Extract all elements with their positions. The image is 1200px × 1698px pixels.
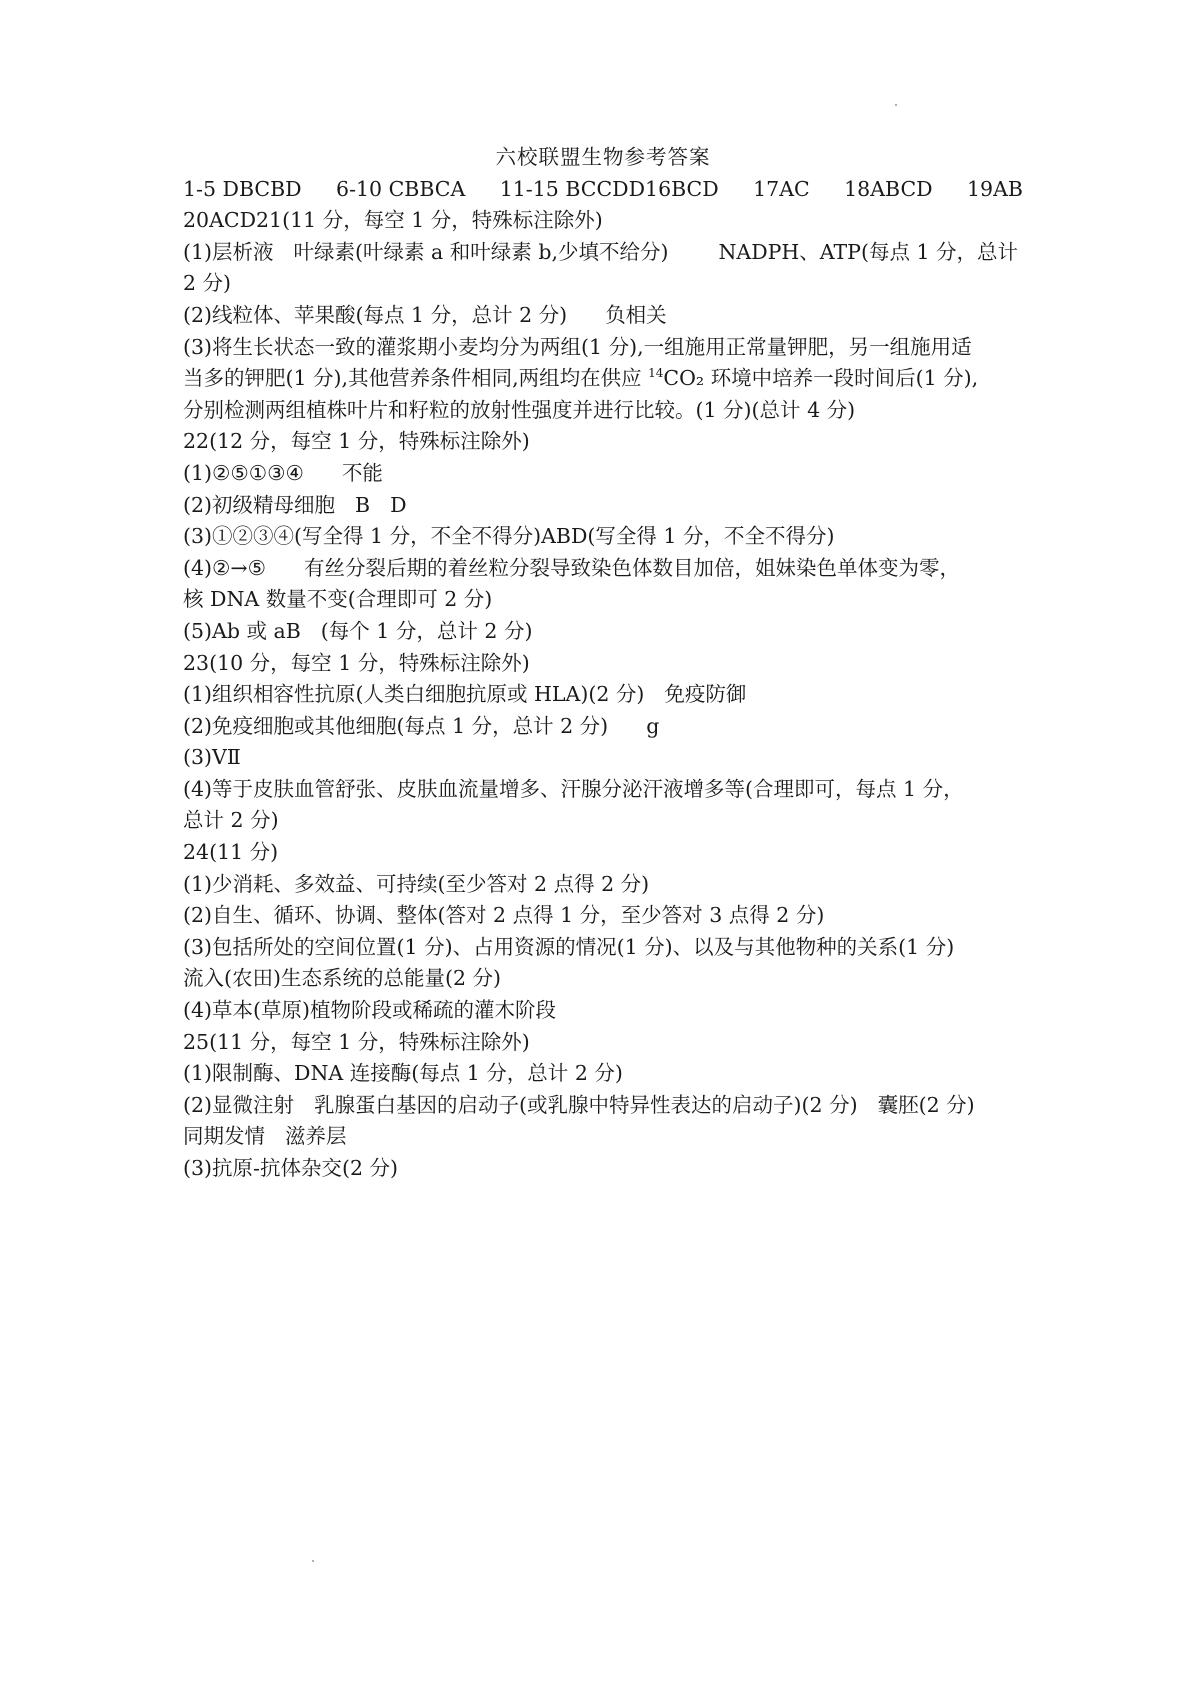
question-24-header: 24(11 分) xyxy=(183,840,279,865)
scan-speck-top xyxy=(895,104,897,106)
answer-23-2 xyxy=(183,711,1023,743)
answer-24-1: (1)少消耗、多效益、可持续(至少答对 2 点得 2 分) xyxy=(183,871,650,896)
answer-25-1: (1)限制酶、DNA 连接酶(每点 1 分，总计 2 分) xyxy=(183,1061,623,1086)
mc-answer-6-10: 6-10 CBBCA xyxy=(336,176,466,201)
answer-22-1-part-b: 不能 xyxy=(341,460,383,485)
answer-22-5 xyxy=(183,616,1023,648)
answer-25-3: (3)抗原-抗体杂交(2 分) xyxy=(183,1156,399,1180)
answer-25-2-part-c: 囊胚(2 分) xyxy=(877,1092,975,1117)
answer-25-2-part-a: (2)显微注射 xyxy=(183,1092,295,1117)
answer-23-3: (3)VⅡ xyxy=(183,745,241,770)
answer-21-1-part-c: NADPH、ATP(每点 1 分，总计 xyxy=(718,239,1019,264)
question-25-header: 25(11 分，每空 1 分，特殊标注除外) xyxy=(183,1029,530,1054)
answer-23-2-part-b: g xyxy=(646,713,660,738)
isotope-superscript: 14 xyxy=(648,366,664,381)
answer-22-2-part-c: D xyxy=(390,492,407,517)
answer-22-5-part-a: (5)Ab 或 aB xyxy=(183,618,301,643)
mc-answer-17: 17AC xyxy=(753,176,810,201)
answer-24-4: (4)草本(草原)植物阶段或稀疏的灌木阶段 xyxy=(183,998,557,1023)
answer-25-2-part-e: 滋养层 xyxy=(285,1124,347,1149)
answer-21-2-part-b: 负相关 xyxy=(605,302,667,327)
answer-22-5-part-b: (每个 1 分，总计 2 分) xyxy=(320,618,533,643)
mc-answer-18: 18ABCD xyxy=(844,176,933,201)
mc-answer-1-5: 1-5 DBCBD xyxy=(183,176,302,201)
answer-22-1 xyxy=(183,458,1023,490)
question-22-header: 22(12 分，每空 1 分，特殊标注除外) xyxy=(183,429,530,454)
multiple-choice-answers xyxy=(183,174,1023,206)
answer-24-3-cont: 流入(农田)生态系统的总能量(2 分) xyxy=(183,966,502,991)
answer-25-2-part-d: 同期发情 xyxy=(183,1124,265,1149)
answer-22-2-part-b: B xyxy=(355,492,371,517)
mc-answer-19: 19AB xyxy=(967,176,1023,201)
answer-21-1-part-b: 叶绿素(叶绿素 a 和叶绿素 b,少填不给分) xyxy=(293,239,669,264)
answer-21-3-line-1: (3)将生长状态一致的灌浆期小麦均分为两组(1 分),一组施用正常量钾肥，另一组施用适 xyxy=(183,334,972,359)
answer-25-2 xyxy=(183,1090,1023,1122)
scan-speck-bottom xyxy=(312,1560,314,1562)
question-23-header: 23(10 分，每空 1 分，特殊标注除外) xyxy=(183,650,530,675)
answer-25-2-cont xyxy=(183,1121,1023,1153)
answer-21-3-text-post: CO₂ 环境中培养一段时间后(1 分), xyxy=(663,366,979,391)
answer-22-1-part-a: (1)②⑤①③④ xyxy=(183,460,304,485)
answer-25-2-part-b: 乳腺蛋白基因的启动子(或乳腺中特异性表达的启动子)(2 分) xyxy=(314,1092,858,1117)
mc-answer-11-16: 11-15 BCCDD16BCD xyxy=(499,176,719,201)
answer-21-2 xyxy=(183,300,1023,332)
answer-22-3: (3)①②③④(写全得 1 分，不全不得分)ABD(写全得 1 分，不全不得分) xyxy=(183,524,835,549)
answer-line-20-21-header: 20ACD21(11 分，每空 1 分，特殊标注除外) xyxy=(183,208,603,233)
answer-document xyxy=(183,142,1023,1185)
answer-22-2-part-a: (2)初级精母细胞 xyxy=(183,492,336,517)
answer-22-4-part-b: 有丝分裂后期的着丝粒分裂导致染色体数目加倍，姐妹染色单体变为零， xyxy=(303,555,960,580)
answer-23-2-part-a: (2)免疫细胞或其他细胞(每点 1 分，总计 2 分) xyxy=(183,713,609,738)
answer-21-1-part-a: (1)层析液 xyxy=(183,239,274,264)
answer-22-4-cont: 核 DNA 数量不变(合理即可 2 分) xyxy=(183,587,493,612)
answer-21-3-text-pre: 当多的钾肥(1 分),其他营养条件相同,两组均在供应 xyxy=(183,366,649,391)
answer-23-4-cont: 总计 2 分) xyxy=(183,808,279,833)
answer-24-2: (2)自生、循环、协调、整体(答对 2 点得 1 分，至少答对 3 点得 2 分) xyxy=(183,903,825,928)
answer-21-3-line-2 xyxy=(183,363,1023,395)
answer-21-1-cont: 2 分) xyxy=(183,271,232,296)
answer-21-3-line-3: 分别检测两组植株叶片和籽粒的放射性强度并进行比较。(1 分)(总计 4 分) xyxy=(183,397,856,422)
answer-23-1-part-b: 免疫防御 xyxy=(664,682,747,707)
answer-22-4-part-a: (4)②→⑤ xyxy=(183,555,266,580)
answer-23-1 xyxy=(183,679,1023,711)
answer-24-3: (3)包括所处的空间位置(1 分)、占用资源的情况(1 分)、以及与其他物种的关系(1 分) xyxy=(183,934,955,959)
answer-23-4: (4)等于皮肤血管舒张、皮肤血流量增多、汗腺分泌汗液增多等(合理即可，每点 1 分， xyxy=(183,776,964,801)
answer-22-2 xyxy=(183,490,1023,522)
answer-21-2-part-a: (2)线粒体、苹果酸(每点 1 分，总计 2 分) xyxy=(183,302,568,327)
page-title: 六校联盟生物参考答案 xyxy=(495,145,711,169)
answer-21-1 xyxy=(183,237,1023,269)
answer-22-4 xyxy=(183,553,1023,585)
answer-23-1-part-a: (1)组织相容性抗原(人类白细胞抗原或 HLA)(2 分) xyxy=(183,682,645,707)
